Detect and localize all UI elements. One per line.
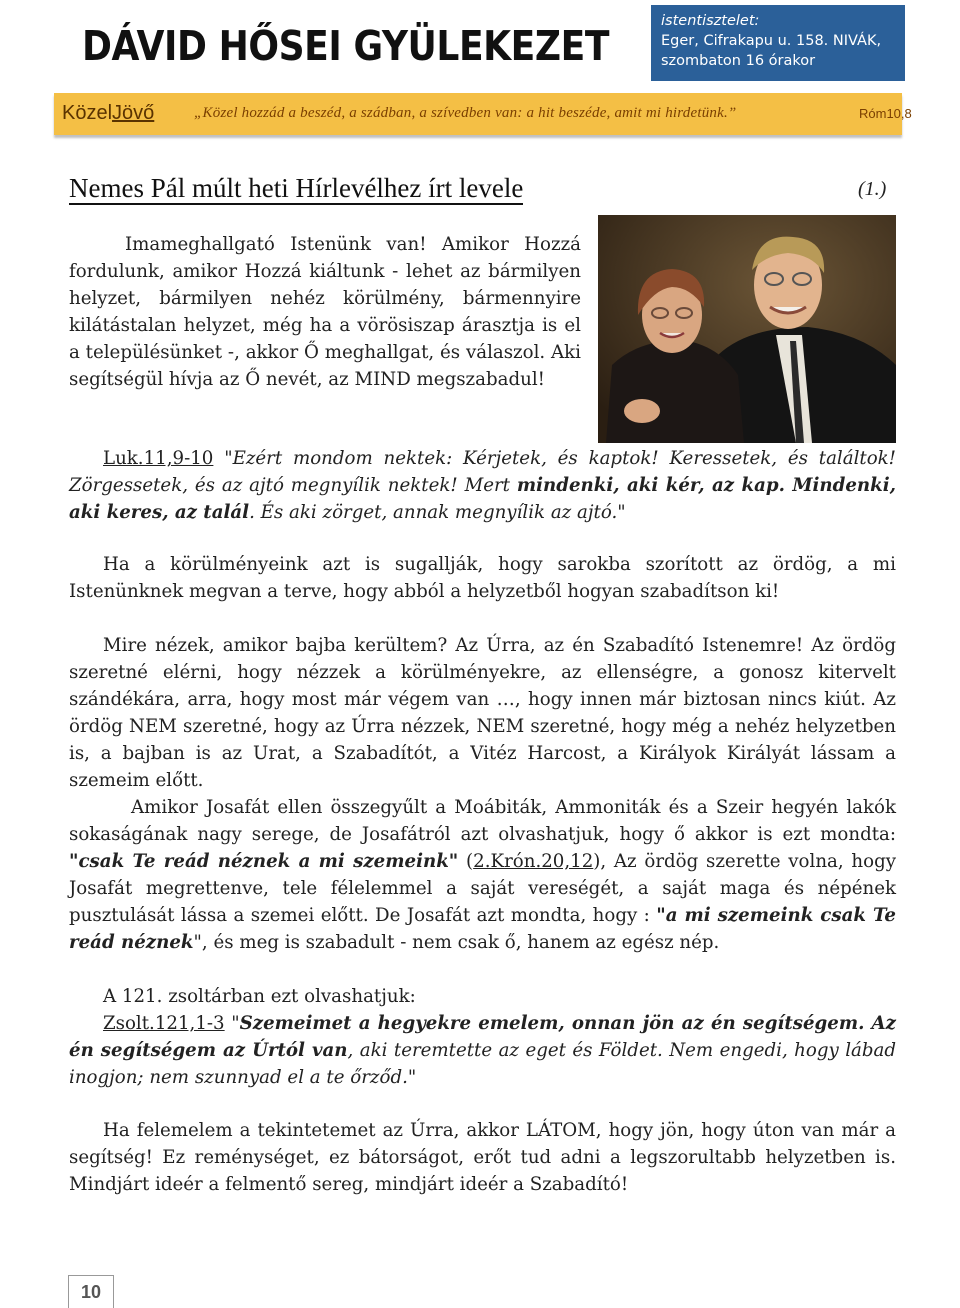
article-title: Nemes Pál múlt heti Hírlevélhez írt levele [69, 173, 524, 203]
luke-quote-bold: mindenki, aki kér, az kap. Mindenki, aki keres, az talál [69, 475, 896, 523]
psalm-quote-paragraph [69, 1010, 896, 1091]
intro-paragraph [69, 231, 581, 393]
banner-brand [62, 102, 154, 125]
brand-part-1: Közel [62, 102, 113, 124]
banner-reference: Róm10,8 [859, 106, 912, 121]
couple-photo-illustration [598, 215, 896, 443]
luke-quote-paragraph [69, 445, 896, 526]
josafat-quote-1: "csak Te reád néznek a mi szemeink" [69, 851, 459, 872]
psalm-quote-bold: Szemeimet a hegyekre emelem, onnan jön az én segítségem. Az én segítségem az Úrtól van [69, 1013, 896, 1061]
paragraph-5 [69, 1117, 896, 1198]
luke-reference: Luk.11,9-10 [103, 448, 214, 469]
brand-part-2: Jövő [112, 102, 155, 124]
psalm-close-quote: " [407, 1067, 417, 1088]
banner-motto: „Közel hozzád a beszéd, a szádban, a szívedben van: a hit beszéde, amit mi hirdetünk.” [194, 105, 737, 121]
page-number: 10 [68, 1275, 114, 1308]
couple-photo [598, 215, 896, 443]
paragraph-4-text: A 121. zsoltárban ezt olvashatjuk: [103, 986, 416, 1007]
service-time: szombaton 16 órakor [661, 53, 816, 69]
kronika-reference: 2.Krón.20,12 [473, 851, 594, 872]
service-address: Eger, Cifrakapu u. 158. NIVÁK, [661, 33, 882, 49]
service-label: istentisztelet: [661, 13, 760, 29]
paragraph-4 [69, 983, 896, 1010]
paragraph-3-text: Mire nézek, amikor bajba kerültem? Az Úrra, az én Szabadító Istenemre! Az ördög szeretné elérni, hogy nézzek a körülményekre, az ellenségre, a gonosz kitervelt szándékára, arra, hogy most már végem van …, hogy innen már biztosan nincs kiút. Az ördög NEM szeretné, hogy az Úrra nézzek, NEM szeretné, hogy még a nehéz helyzetben is, a bajban is az Urat, a Szabadítót, a Vitéz Harcost, a Királyok Királyát lássam a szemeim előtt. [69, 635, 896, 791]
part-label: (1.) [858, 178, 887, 200]
psalm-reference: Zsolt.121,1-3 [103, 1013, 225, 1034]
josafat-text-1: Amikor Josafát ellen összegyűlt a Moábiták, Ammoniták és a Szeir hegyén lakók sokaságának nagy serege, de Josafátról azt olvashatjuk, hogy ő akkor is ezt mondta: [69, 797, 896, 845]
luke-open-quote: " [213, 448, 233, 469]
paragraph-3 [69, 632, 896, 794]
intro-text: Imameghallgató Istenünk van! Amikor Hozzá fordulunk, amikor Hozzá kiáltunk - lehet az bármilyen helyzet, bármilyen nehéz körülmény, bármennyire kilátástalan helyzet, még ha a vörösiszap árasztja is el a településünket -, akkor Ő meghallgat, és válaszol. Aki segítségül hívja az Ő nevét, az MIND megszabadul! [69, 234, 581, 390]
paragraph-5-text: Ha felemelem a tekintetemet az Úrra, akkor LÁTOM, hogy jön, hogy úton van már a segítség! Ez reménységet, ez bátorságot, erőt tud adni a legszorultabb helyzetben is. Mindjárt ideér a felmentő sereg, mindjárt ideér a Szabadító! [69, 1120, 896, 1195]
josafat-quote-2: "a mi szemeink csak Te reád néznek [69, 905, 896, 953]
luke-quote-part-2: . És aki zörget, annak megnyílik az ajtó. [249, 502, 618, 523]
luke-quote-part-1: Ezért mondom nektek: Kérjetek, és kaptok! Keressetek, és találtok! Zörgessetek, és az ajtó megnyílik nektek! Mert [69, 448, 896, 496]
paragraph-josafat [69, 794, 896, 956]
josafat-text-2: ( [458, 851, 474, 872]
josafat-text-4: ", és meg is szabadult - nem csak ő, hanem az egész nép. [193, 932, 720, 953]
psalm-open-quote: " [224, 1013, 240, 1034]
service-info-box [651, 5, 905, 81]
josafat-text-3: ), Az ördög szerette volna, hogy Josafát megrettenve, tele félelemmel a saját vereségét, a saját maga és népének pusztulását lássa a szemei előtt. De Josafát azt mondta, hogy : [69, 851, 896, 926]
paragraph-2-text: Ha a körülményeink azt is sugallják, hogy sarokba szorított az ördög, a mi Istenünknek megvan a terve, hogy abból a helyzetből hogyan szabadítson ki! [69, 554, 896, 602]
church-title: DÁVID HŐSEI GYÜLEKEZET [82, 22, 609, 70]
luke-close-quote: " [617, 502, 626, 523]
paragraph-2 [69, 551, 896, 605]
banner [54, 93, 912, 135]
psalm-quote-italic: , aki teremtette az eget és Földet. Nem engedi, hogy lábad inogjon; nem szunnyad el a te őrződ. [69, 1040, 896, 1088]
